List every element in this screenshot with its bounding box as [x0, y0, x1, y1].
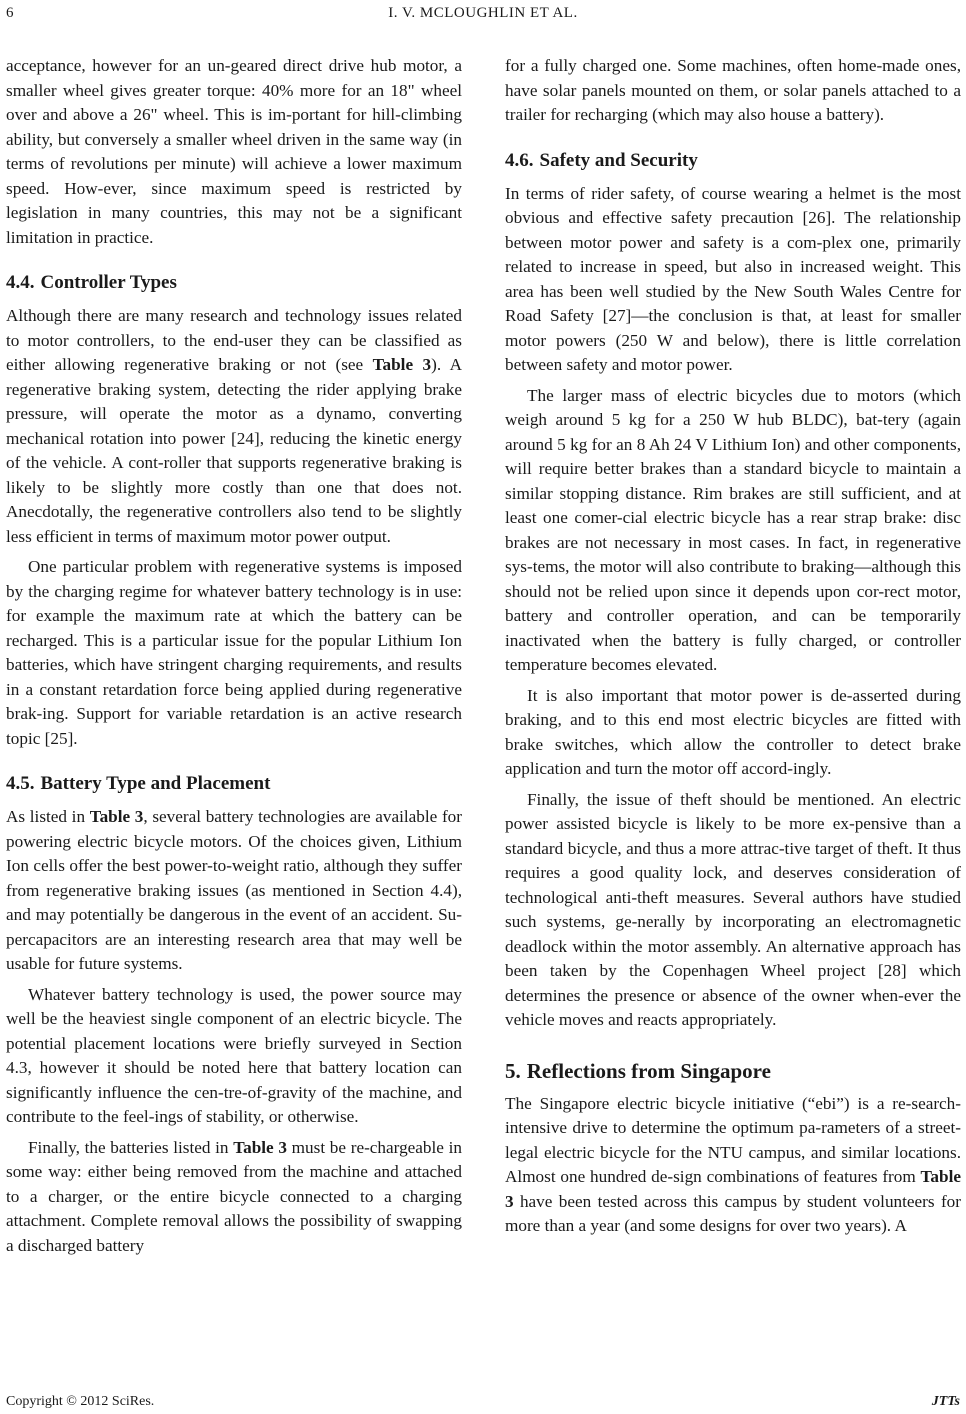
paragraph: In terms of rider safety, of course wearing a helmet is the most obvious and effective safety precaution [26]. The relationship between motor power and safety is a com-plex one, primarily related to increase in speed, but also in increased weight. This area has been well studied by the New South Wales Centre for Road Safety [27]—the conclusion is that, at least for smaller motor powers (250 W and below), there is little correlation between safety and motor power. [505, 183, 961, 374]
paragraph: It is also important that motor power is de-asserted during braking, and to this end most electric bicycles are fitted with brake switches, which allow the controller to detect brake application and turn the motor off accord-ingly. [505, 685, 961, 778]
text-run: have been tested across this campus by student volunteers for more than a year (and some designs for over two years). A [505, 1191, 961, 1235]
paragraph: Finally, the issue of theft should be mentioned. An electric power assisted bicycle is likely to be more ex-pensive than a standard bicycle, and thus a more attrac-tive target of theft. It thus requires a good quality lock, and deserves consideration of technological anti-theft measures. Several authors have studied such systems, ge-nerally by incorporating an electromagnetic deadlock within the motor assembly. An alternative approach has been taken by the Copenhagen Wheel project [28] which determines the presence or absence of the owner when-ever the vehicle moves and reacts appropriately. [505, 789, 961, 1029]
paragraph: acceptance, however for an un-geared direct drive hub motor, a smaller wheel gives greater torque: 40% more for an 18" wheel over and above a 26" wheel. This is im-portant for hill-climbing ability, but conversely a smaller wheel driven in the same way (in terms of revolutions per minute) will achieve a lower maximum speed. How-ever, since maximum speed is restricted by legislation in many countries, this may not be a significant limitation in practice. [6, 56, 462, 247]
section-title: Controller Types [40, 272, 177, 293]
paragraph [505, 1092, 961, 1239]
section-heading-5 [505, 1059, 961, 1083]
text-run: , several battery technologies are available for powering electric bicycle motors. Of the choices given, Lithium Ion cells offer the best power-to-weight ratio, although they suffer from regenerative braking issues (as mentioned in Section 4.4), and may potentially be dangerous in the event of an accident. Su-percapacitors are an interesting research area that may well be usable for future systems. [6, 807, 462, 973]
paragraph [6, 805, 462, 977]
section-heading-4-6 [505, 149, 961, 173]
paragraph [6, 1136, 462, 1259]
journal-name: JTTs [931, 1394, 960, 1409]
section-number: 4.4. [6, 272, 35, 293]
section-title: Battery Type and Placement [40, 773, 271, 794]
page-header [6, 5, 960, 27]
table-reference: Table 3 [233, 1137, 287, 1157]
section-number: 4.5. [6, 773, 35, 794]
section-number: 4.6. [505, 149, 534, 171]
right-column [505, 54, 961, 1239]
running-head: I. V. MCLOUGHLIN ET AL. [388, 5, 578, 21]
page-number: 6 [6, 5, 14, 21]
table-reference: Table 3 [372, 355, 432, 374]
section-heading-4-5 [6, 772, 462, 796]
paragraph: Whatever battery technology is used, the power source may well be the heaviest single component of an electric bicycle. The potential placement locations were briefly surveyed in Section 4.3, however it should be noted here that battery location can significantly influence the cen-tre-of-gravity of the machine, and contribute to the feel-ings of stability, or otherwise. [6, 984, 462, 1126]
paragraph: One particular problem with regenerative systems is imposed by the charging regime for whatever battery technology is in use: for example the maximum rate at which the battery can be recharged. This is a particular issue for the popular Lithium Ion batteries, which have stringent charging requirements, and results in a constant retardation force being applied during regenerative brak-ing. Support for variable retardation is an active research topic [25]. [6, 557, 462, 748]
text-run: must be re-chargeable in some way: either being removed from the machine and attached to a charger, or the entire bicycle connected to a charging attachment. Complete removal allows the possibility of swapping a discharged battery [6, 1137, 462, 1255]
table-reference: Table 3 [89, 807, 144, 826]
text-run: ). A regenerative braking system, detecting the rider applying brake pressure, will operate the motor as a dynamo, converting mechanical rotation into power [24], reducing the kinetic energy of the vehicle. A cont-roller that supports regenerative braking is likely to be slightly more costly than one that does not. Anecdotally, the regenerative controllers also tend to be slightly less efficient in terms of maximum motor power output. [6, 355, 463, 546]
section-heading-4-4 [6, 271, 462, 295]
section-title: Safety and Security [539, 149, 698, 171]
section-number: 5. [505, 1058, 521, 1083]
text-run: Although there are many research and technology issues related to motor controllers, to the end-user they can be classified as either allowing regenerative braking or not (see [6, 306, 462, 374]
text-run: Finally, the batteries listed in [28, 1137, 234, 1157]
section-title: Reflections from Singapore [526, 1058, 771, 1083]
text-run: As listed in [6, 807, 90, 826]
left-column [6, 54, 462, 1258]
paragraph: The larger mass of electric bicycles due to motors (which weigh around 5 kg for a 250 W hub BLDC), bat-tery (again around 5 kg for an 8 Ah 24 V Lithium Ion) and other components, will require better brakes than a standard bicycle to maintain a similar stopping distance. Rim brakes are still sufficient, and at least one comer-cial electric bicycle has a rear strap brake: disc brakes are not necessary in most cases. In fact, in regenerative sys-tems, the motor will also contribute to braking—although this should not be relied upon since it depends upon cor-rect motor, battery and controller operation, and can be temporarily inactivated when the battery is fully charged, or controller temperature becomes elevated. [505, 385, 961, 674]
table-reference: Table 3 [505, 1167, 961, 1211]
text-run: The Singapore electric bicycle initiative (“ebi”) is a re-search-intensive drive to determine the optimum pa-rameters of a street-legal electric bicycle for the NTU campus, and similar locations. Almost one hundred de-sign combinations of features from [505, 1093, 961, 1186]
paragraph: for a fully charged one. Some machines, often home-made ones, have solar panels mounted on them, or solar panels attached to a trailer for recharging (which may also house a battery). [505, 56, 961, 124]
paragraph [6, 304, 462, 549]
copyright: Copyright © 2012 SciRes. [6, 1394, 155, 1409]
